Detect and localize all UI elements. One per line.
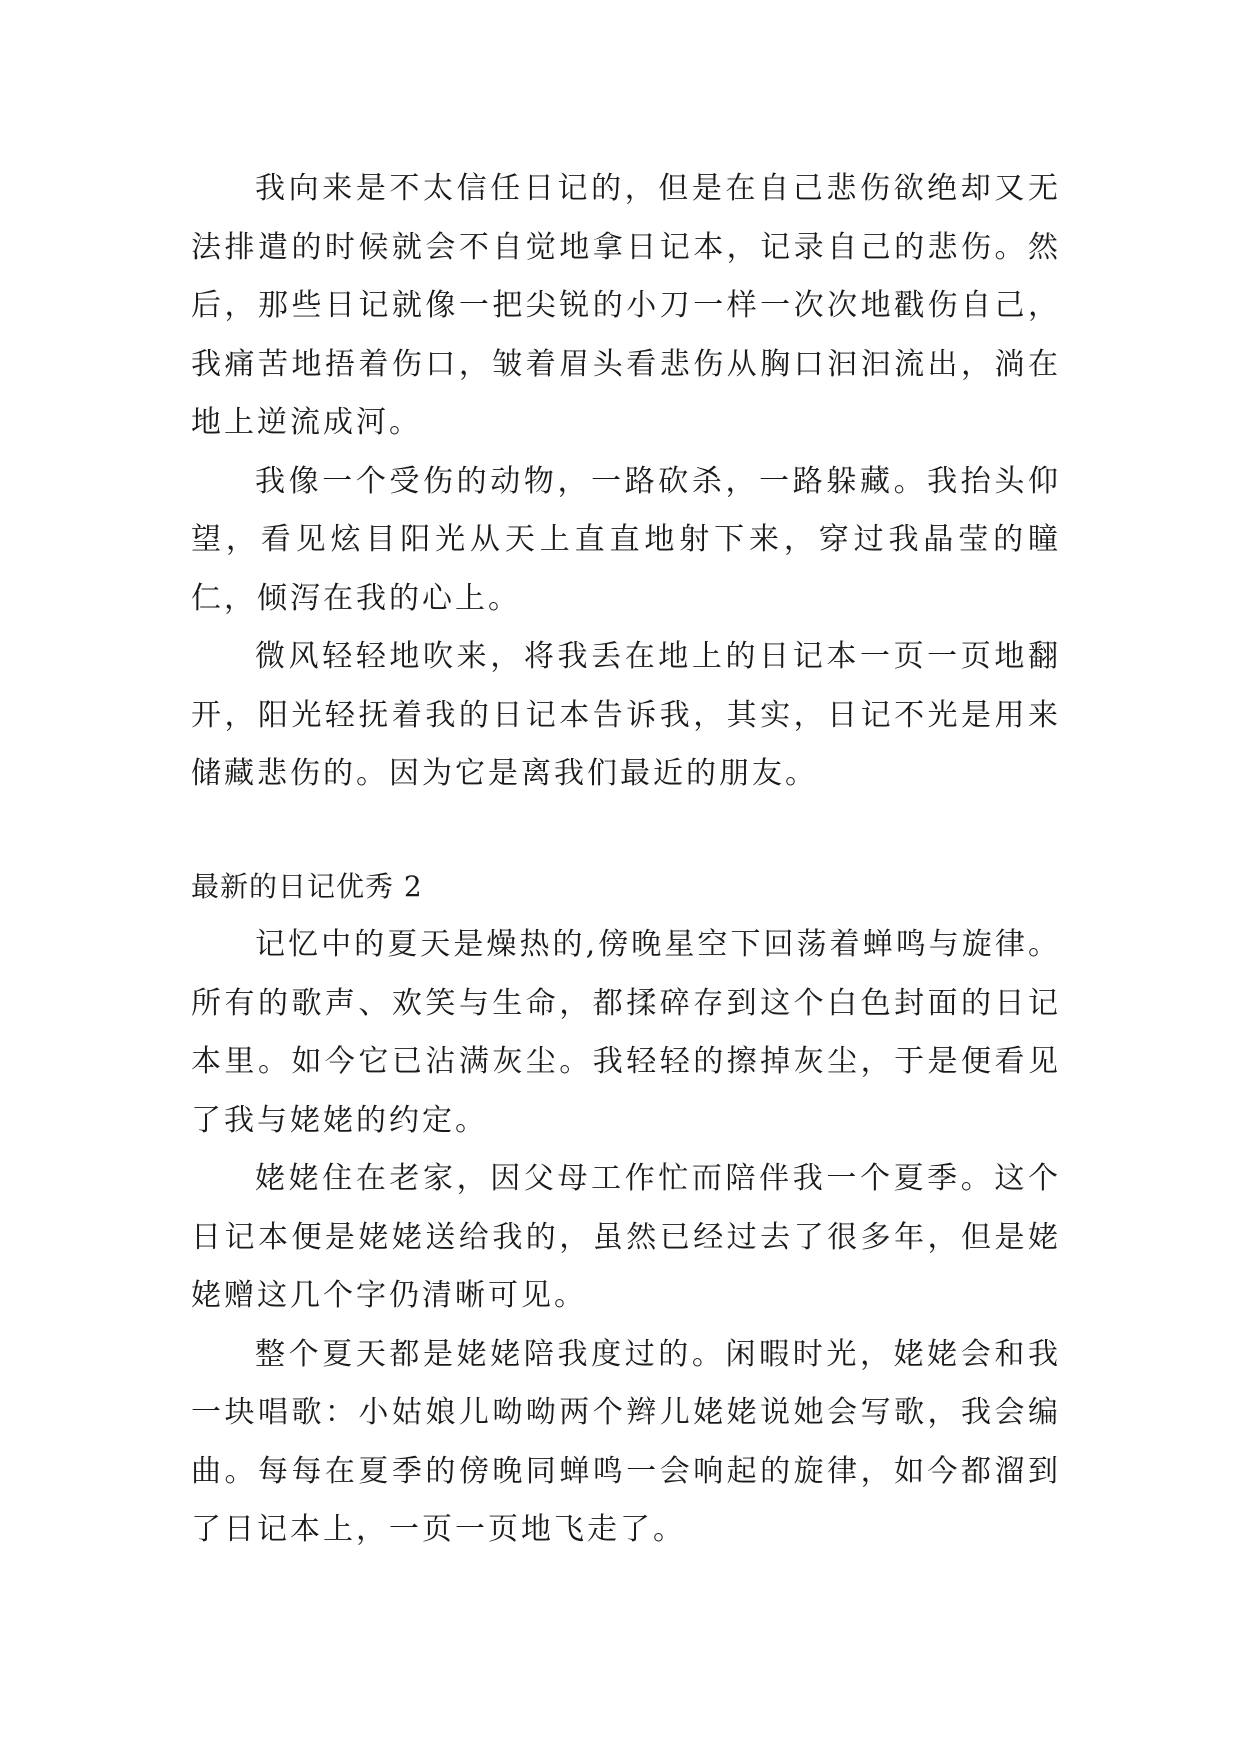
paragraph: 微风轻轻地吹来，将我丢在地上的日记本一页一页地翻开，阳光轻抚着我的日记本告诉我，其实，日记不光是用来储藏悲伤的。因为它是离我们最近的朋友。 [191,639,1061,791]
section-heading: 最新的日记优秀 2 [191,869,423,903]
paragraph: 姥姥住在老家，因父母工作忙而陪伴我一个夏季。这个日记本便是姥姥送给我的，虽然已经过去了很多年，但是姥姥赠这几个字仍清晰可见。 [191,1161,1061,1313]
document-body [191,160,1061,1560]
paragraph: 整个夏天都是姥姥陪我度过的。闲暇时光，姥姥会和我一块唱歌：小姑娘儿呦呦两个辫儿姥姥说她会写歌，我会编曲。每每在夏季的傍晚同蝉鸣一会响起的旋律，如今都溜到了日记本上，一页一页地飞走了。 [191,1336,1061,1547]
paragraph: 我向来是不太信任日记的，但是在自己悲伤欲绝却又无法排遣的时候就会不自觉地拿日记本，记录自己的悲伤。然后，那些日记就像一把尖锐的小刀一样一次次地戳伤自己，我痛苦地捂着伤口，皱着眉头看悲伤从胸口汩汩流出，淌在地上逆流成河。 [191,171,1061,440]
paragraph: 记忆中的夏天是燥热的,傍晚星空下回荡着蝉鸣与旋律。所有的歌声、欢笑与生命，都揉碎存到这个白色封面的日记本里。如今它已沾满灰尘。我轻轻的擦掉灰尘，于是便看见了我与姥姥的约定。 [191,927,1061,1138]
paragraph: 我像一个受伤的动物，一路砍杀，一路躲藏。我抬头仰望，看见炫目阳光从天上直直地射下来，穿过我晶莹的瞳仁，倾泻在我的心上。 [191,463,1061,616]
